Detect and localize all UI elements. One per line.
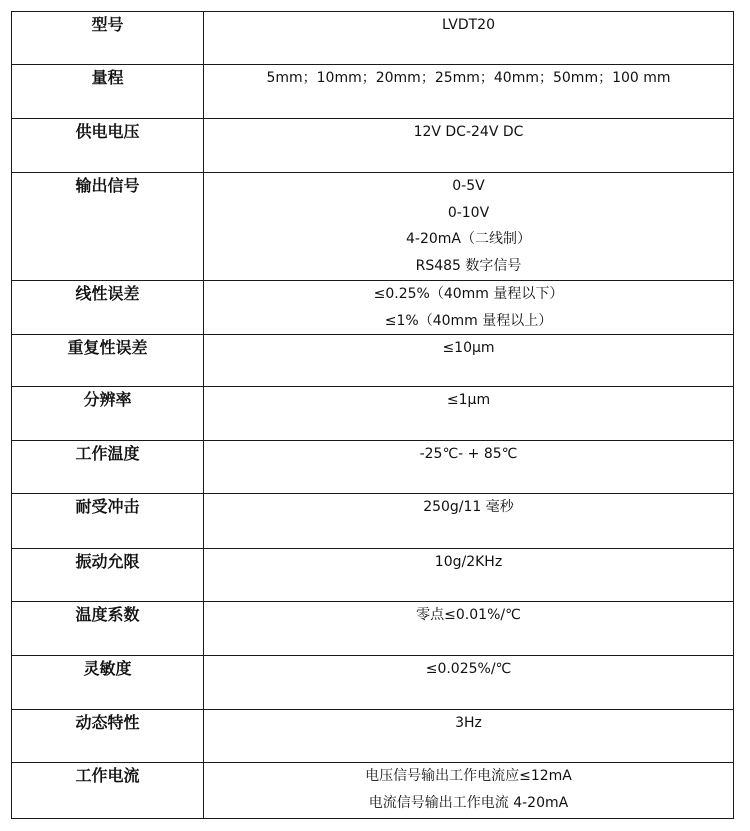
row-label: 耐受冲击: [12, 494, 204, 549]
row-value: LVDT20: [442, 17, 495, 33]
row-value: ≤10μm: [442, 340, 495, 356]
row-value-cell: [204, 441, 734, 494]
spec-row-supply-voltage: [12, 119, 734, 173]
row-value-cell: [204, 549, 734, 602]
row-value-cell: [204, 494, 734, 549]
row-value: 0-10V: [447, 204, 490, 221]
row-value-cell: [204, 119, 734, 173]
row-value: 10g/2KHz: [434, 554, 503, 570]
row-value-cell: [204, 12, 734, 65]
row-label: 振动允限: [12, 549, 204, 602]
spec-row-temperature-coefficient: [12, 602, 734, 656]
row-value-cell: [204, 65, 734, 119]
row-label: 动态特性: [12, 710, 204, 763]
row-value-cell: [204, 656, 734, 710]
row-label: 温度系数: [12, 602, 204, 656]
row-value: 12V DC-24V DC: [413, 124, 524, 140]
spec-row-resolution: [12, 387, 734, 441]
row-label: 工作温度: [12, 441, 204, 494]
row-value: ≤0.25%（40mm 量程以下）: [373, 286, 564, 302]
spec-row-operating-temperature: [12, 441, 734, 494]
row-label: 输出信号: [12, 173, 204, 281]
row-value: 电流信号输出工作电流 4-20mA: [368, 794, 569, 811]
row-value: 零点≤0.01%/℃: [416, 607, 521, 623]
row-value: ≤1%（40mm 量程以上）: [384, 312, 553, 329]
spec-row-dynamic-response: [12, 710, 734, 763]
row-label: 重复性误差: [12, 335, 204, 387]
row-value-cell: [204, 710, 734, 763]
spec-row-linearity-error: [12, 281, 734, 335]
row-value: 250g/11 毫秒: [423, 499, 514, 515]
row-value: ≤0.025%/℃: [425, 661, 512, 677]
spec-row-shock-resistance: [12, 494, 734, 549]
row-value-cell: [204, 173, 734, 281]
spec-row-repeatability-error: [12, 335, 734, 387]
spec-table: [11, 11, 734, 819]
spec-row-model: [12, 12, 734, 65]
spec-row-sensitivity: [12, 656, 734, 710]
row-value: ≤1μm: [446, 392, 491, 408]
row-value-cell: [204, 281, 734, 335]
row-label: 灵敏度: [12, 656, 204, 710]
row-value-cell: [204, 602, 734, 656]
row-label: 型号: [12, 12, 204, 65]
row-value-cell: [204, 335, 734, 387]
row-value-cell: [204, 763, 734, 819]
row-label: 工作电流: [12, 763, 204, 819]
row-value: 4-20mA（二线制）: [406, 231, 531, 247]
row-value: 0-5V: [452, 178, 485, 194]
spec-row-range: [12, 65, 734, 119]
row-value: 5mm；10mm；20mm；25mm；40mm；50mm；100 mm: [266, 70, 671, 86]
row-label: 供电电压: [12, 119, 204, 173]
spec-row-vibration-limit: [12, 549, 734, 602]
row-label: 分辨率: [12, 387, 204, 441]
row-value: 3Hz: [455, 715, 482, 731]
row-label: 量程: [12, 65, 204, 119]
row-label: 线性误差: [12, 281, 204, 335]
row-value-cell: [204, 387, 734, 441]
spec-row-working-current: [12, 763, 734, 819]
row-value: -25℃- + 85℃: [419, 446, 518, 462]
row-value: 电压信号输出工作电流应≤12mA: [365, 768, 572, 784]
spec-row-output-signal: [12, 173, 734, 281]
row-value: RS485 数字信号: [415, 257, 522, 274]
